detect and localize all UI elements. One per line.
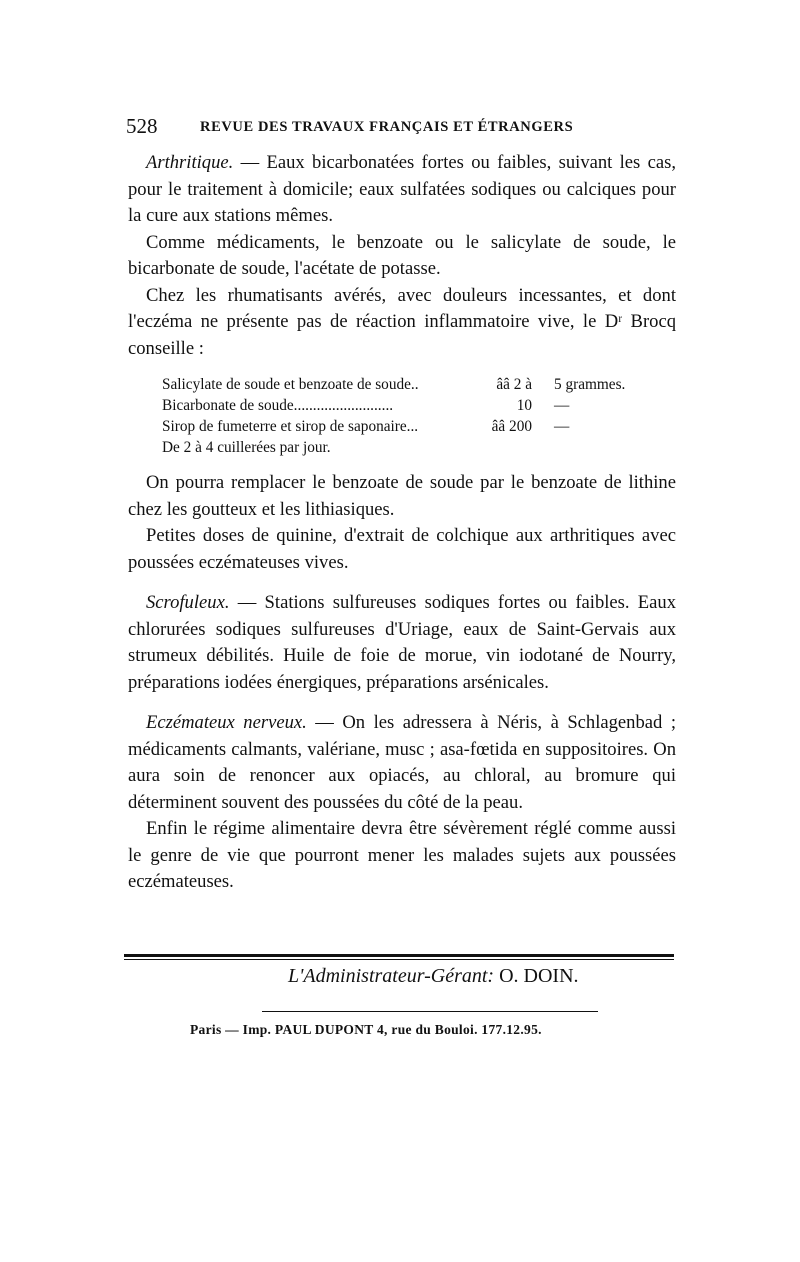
prescription-item: Salicylate de soude et benzoate de soude.. (162, 376, 419, 393)
page-body (128, 150, 676, 896)
paragraph-text: — On les adressera à Néris, à Schlagenbad ; médicaments calmants, valériane, musc ; asa-fœtida en suppositoires. On aura soin de renoncer aux opiacés, au chloral, au bromure qui déterminent souvent des poussées du côté de la peau. (128, 712, 676, 813)
paragraph-text: — Stations sulfureuses sodiques fortes ou faibles. Eaux chlorurées sodiques sulfureuses d'Uriage, eaux de Saint-Gervais aux strumeux débilités. Huile de foie de morue, vin iodotané de Nourry, préparations iodées énergiques, préparations arsénicales. (128, 592, 676, 693)
prescription-unit: — (554, 418, 570, 435)
paragraph-rhumatisants: Chez les rhumatisants avérés, avec douleurs incessantes, et dont l'eczéma ne présente pas de réaction inflammatoire vive, le Dʳ Brocq conseille : (128, 284, 676, 359)
page-header (128, 114, 676, 144)
prescription-item: De 2 à 4 cuillerées par jour. (162, 439, 331, 456)
prescription-qty: ââ 2 à (496, 376, 532, 393)
footer-rule-thick (124, 954, 674, 957)
prescription-row (162, 416, 676, 437)
paragraph-regime: Enfin le régime alimentaire devra être sévèrement réglé comme aussi le genre de vie que pourront mener les malades sujets aux poussées eczémateuses. (128, 818, 676, 892)
imprint-rule (262, 1011, 598, 1012)
printer-imprint: Paris — Imp. PAUL DUPONT 4, rue du Bouloi. 177.12.95. (190, 1022, 542, 1037)
section-lead-scrofuleux: Scrofuleux. (146, 592, 230, 613)
prescription-item: Bicarbonate de soude.......................... (162, 397, 394, 414)
administrator-label: L'Administrateur-Gérant: (288, 965, 495, 987)
paragraph-scrofuleux (128, 590, 676, 696)
section-lead-eczemateux: Eczémateux nerveux. (146, 712, 307, 733)
prescription-qty: ââ 200 (491, 418, 532, 435)
page-number: 528 (126, 114, 158, 138)
paragraph-quinine: Petites doses de quinine, d'extrait de colchique aux arthritiques avec poussées eczémateuses vives. (128, 525, 676, 573)
footer-rule-thin (124, 959, 674, 960)
prescription-block (162, 374, 676, 458)
paragraph-benzoate: On pourra remplacer le benzoate de soude par le benzoate de lithine chez les goutteux et les lithiasiques. (128, 472, 676, 520)
prescription-row (162, 437, 676, 458)
paragraph-arthritique (128, 150, 676, 230)
running-title: REVUE DES TRAVAUX FRANÇAIS ET ÉTRANGERS (200, 119, 574, 135)
paragraph-medicaments: Comme médicaments, le benzoate ou le salicylate de soude, le bicarbonate de soude, l'acétate de potasse. (128, 231, 676, 279)
paragraph-eczemateux (128, 710, 676, 816)
prescription-row (162, 395, 676, 416)
prescription-row (162, 374, 676, 395)
paragraph-text: — Eaux bicarbonatées fortes ou faibles, suivant les cas, pour le traitement à domicile; eaux sulfatées sodiques ou calciques pour la cure aux stations mêmes. (128, 152, 676, 226)
section-lead-arthritique: Arthritique. (146, 152, 234, 173)
prescription-unit: 5 grammes. (554, 376, 626, 393)
prescription-qty: 10 (516, 397, 532, 414)
prescription-unit: — (554, 397, 570, 414)
prescription-item: Sirop de fumeterre et sirop de saponaire... (162, 418, 419, 435)
administrator-name: O. DOIN. (499, 965, 579, 987)
administrator-line (288, 965, 579, 988)
